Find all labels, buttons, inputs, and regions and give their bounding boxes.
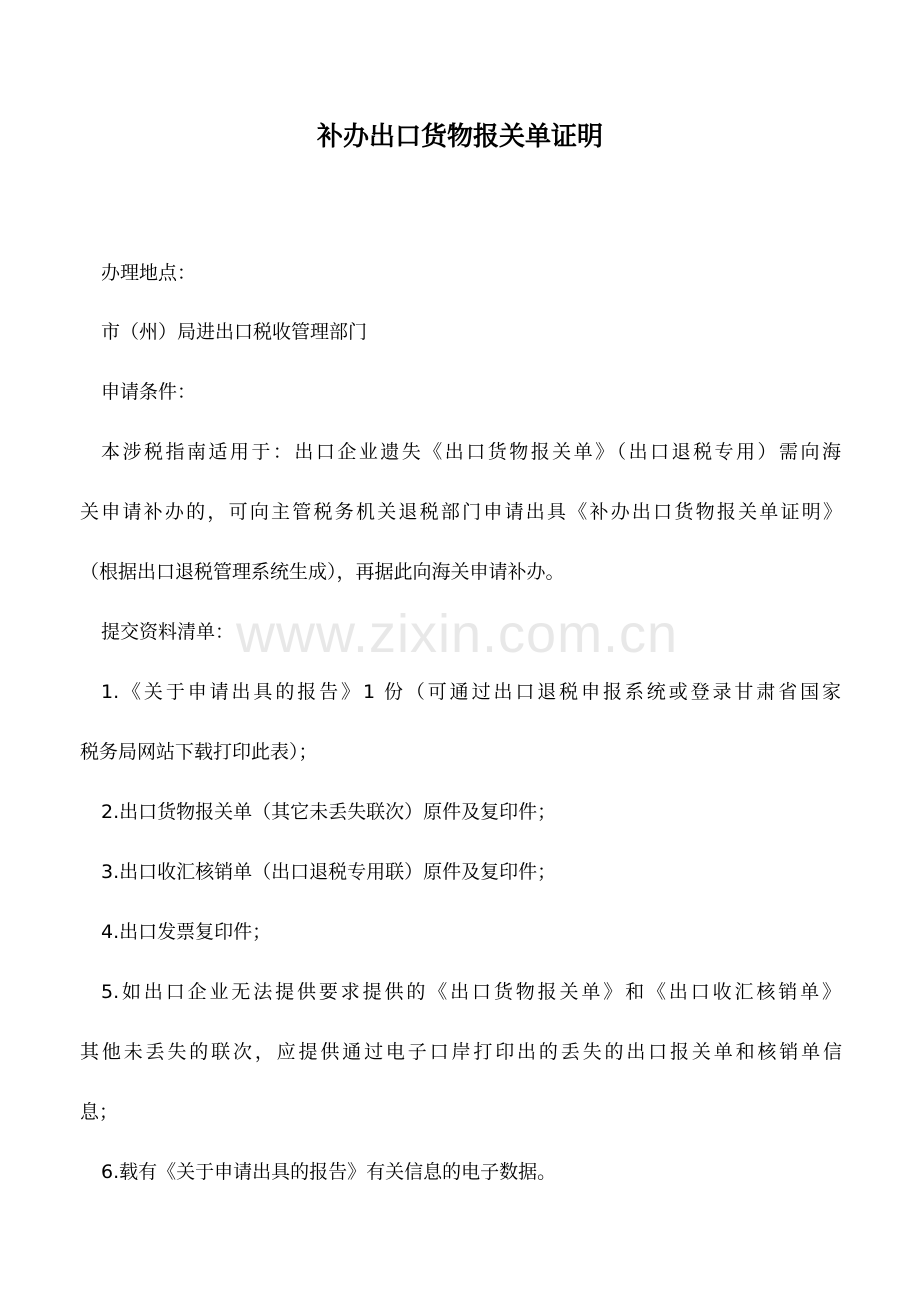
material-item-1-line-1: 1.《关于申请出具的报告》1 份（可通过出口退税申报系统或登录甘肃省国家	[101, 681, 841, 703]
page-title: 补办出口货物报关单证明	[316, 122, 603, 152]
materials-label: 提交资料清单：	[101, 621, 235, 643]
material-item-5-line-1: 5.如出口企业无法提供要求提供的《出口货物报关单》和《出口收汇核销单》	[101, 981, 841, 1003]
location-label: 办理地点：	[101, 262, 197, 284]
material-item-5-line-2: 其他未丢失的联次，应提供通过电子口岸打印出的丢失的出口报关单和核销单信	[80, 1041, 842, 1063]
watermark: www.zixin.com.cn	[236, 604, 679, 664]
conditions-line-1: 本涉税指南适用于：出口企业遗失《出口货物报关单》（出口退税专用）需向海	[101, 441, 841, 463]
material-item-6: 6.载有《关于申请出具的报告》有关信息的电子数据。	[101, 1161, 557, 1183]
conditions-line-2: 关申请补办的，可向主管税务机关退税部门申请出具《补办出口货物报关单证明》	[80, 501, 842, 523]
material-item-3: 3.出口收汇核销单（出口退税专用联）原件及复印件；	[101, 861, 557, 883]
location-value: 市（州）局进出口税收管理部门	[101, 321, 368, 343]
conditions-label: 申请条件：	[101, 381, 197, 403]
conditions-line-3: （根据出口退税管理系统生成），再据此向海关申请补办。	[80, 561, 565, 583]
material-item-4: 4.出口发票复印件；	[101, 921, 272, 943]
material-item-1-line-2: 税务局网站下载打印此表）；	[80, 741, 318, 763]
material-item-2: 2.出口货物报关单（其它未丢失联次）原件及复印件；	[101, 801, 557, 823]
material-item-5-line-3: 息；	[80, 1101, 119, 1123]
